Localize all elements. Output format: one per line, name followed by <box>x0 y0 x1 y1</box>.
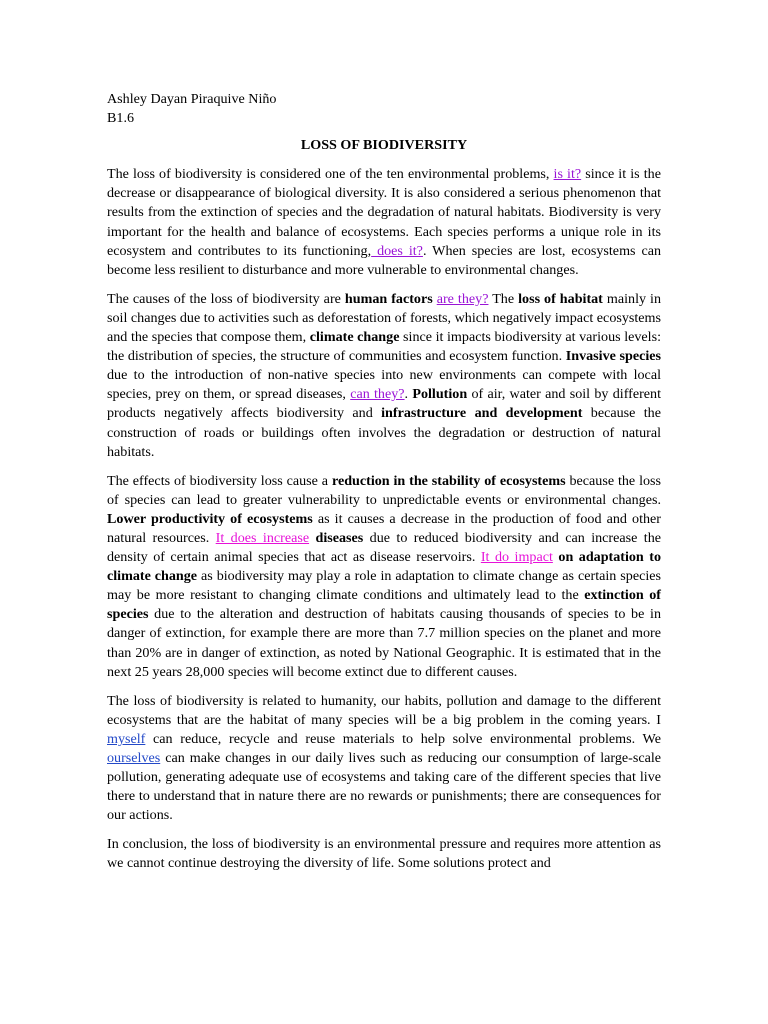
paragraph-causes <box>107 290 661 462</box>
text-segment: The loss of biodiversity is considered one of the ten environmental problems, <box>107 166 554 183</box>
text-segment: The causes of the loss of biodiversity are <box>107 290 345 307</box>
question-tag-can-they[interactable]: can they? <box>350 386 405 403</box>
paragraph-conclusion <box>107 835 661 873</box>
text-segment: because the loss of species can lead to greater vulnerability to unpredictable events or environmental changes. <box>107 472 661 508</box>
author-name: Ashley Dayan Piraquive Niño <box>107 91 277 107</box>
bold-term-climate-change: climate change <box>309 329 400 346</box>
bold-term-invasive-species: Invasive species <box>565 348 661 365</box>
bold-term-adaptation: on adaptation to climate change <box>107 549 662 585</box>
emphasis-tag-it-do-impact[interactable]: It do impact <box>480 549 553 566</box>
text-segment: can make changes in our daily lives such as reducing our consumption of large-scale pollution, generating adequate use of ecosystems and taking care of the different species that live there to understand that in nature there are no rewards or punishments; there are consequences for our actions. <box>107 750 661 824</box>
document-body <box>107 90 661 884</box>
bold-term-extinction: extinction of species <box>107 587 661 623</box>
document-title: LOSS OF BIODIVERSITY <box>300 137 468 154</box>
bold-term-infrastructure: infrastructure and development <box>381 405 583 422</box>
text-segment: due to the alteration and destruction of habitats causing thousands of species to be in danger of extinction, for example there are more than 7.7 million species on the planet and more than 20% are in danger of extinction, as noted by National Geographic. It is estimated that in the next 25 years 28,000 species will become extinct due to different causes. <box>107 606 661 680</box>
text-segment: The loss of biodiversity is related to humanity, our habits, pollution and damage to the different ecosystems that are the habitat of many species will be a big problem in the coming years. I <box>107 692 661 728</box>
reflexive-tag-ourselves[interactable]: ourselves <box>107 750 161 766</box>
text-segment: due to the introduction of non-native species into new environments can compete with local species, prey on them, or spread diseases, <box>107 367 661 403</box>
text-segment: The effects of biodiversity loss cause a <box>107 472 332 489</box>
text-segment: due to reduced biodiversity and can increase the density of certain animal species that act as disease reservoirs. <box>107 529 661 566</box>
bold-term-loss-of-habitat: loss of habitat <box>518 290 603 307</box>
bold-term-stability: reduction in the stability of ecosystems <box>331 472 566 489</box>
text-segment: mainly in soil changes due to activities such as deforestation of forests, which negatively impact ecosystems and the species that compose them, <box>107 290 662 346</box>
paragraph-humanity <box>107 692 661 826</box>
bold-term-productivity: Lower productivity of ecosystems <box>107 510 313 527</box>
question-tag-is-it[interactable]: is it? <box>553 166 582 183</box>
text-segment: The <box>488 290 519 307</box>
text-segment: because the construction of roads or buildings often involves the degradation or destruction of natural habitats. <box>107 405 661 460</box>
bold-term-human-factors: human factors <box>344 290 433 307</box>
paragraph-effects <box>107 472 661 682</box>
question-tag-does-it[interactable]: does it? <box>371 242 423 259</box>
text-segment: as it causes a decrease in the production of food and other natural resources. <box>107 510 661 546</box>
text-segment: In conclusion, the loss of biodiversity is an environmental pressure and requires more attention as we cannot continue destroying the diversity of life. Some solutions protect and <box>107 836 661 872</box>
text-segment: as biodiversity may play a role in adaptation to climate change as certain species may be more resistant to changing climate conditions and ultimately lead to the <box>107 568 661 604</box>
text-segment: of air, water and soil by different products negatively affects biodiversity and <box>107 386 661 422</box>
group-code: B1.6 <box>107 110 135 127</box>
bold-term-pollution: Pollution <box>412 386 468 403</box>
emphasis-tag-it-does-increase[interactable]: It does increase <box>215 529 310 546</box>
paragraph-intro <box>107 165 661 280</box>
question-tag-are-they[interactable]: are they? <box>436 290 489 307</box>
text-segment: since it impacts biodiversity at various levels: the distribution of species, the structure of communities and ecosystem function. <box>107 329 661 365</box>
text-segment: since it is the decrease or disappearance of biological diversity. It is also considered a serious phenomenon that results from the extinction of species and the degradation of natural habitats. Biodiversity is very important for the health and balance of ecosystems. Each species performs a unique role in its ecosystem and contributes to its functioning, <box>107 166 661 259</box>
text-segment: . When species are lost, ecosystems can become less resilient to disturbance and more vulnerable to environmental changes. <box>107 242 662 278</box>
reflexive-tag-myself[interactable]: myself <box>107 730 146 747</box>
text-segment: can reduce, recycle and reuse materials to help solve environmental problems. We <box>145 730 661 747</box>
bold-term-diseases: diseases <box>315 529 364 546</box>
text-segment: . <box>404 386 413 403</box>
